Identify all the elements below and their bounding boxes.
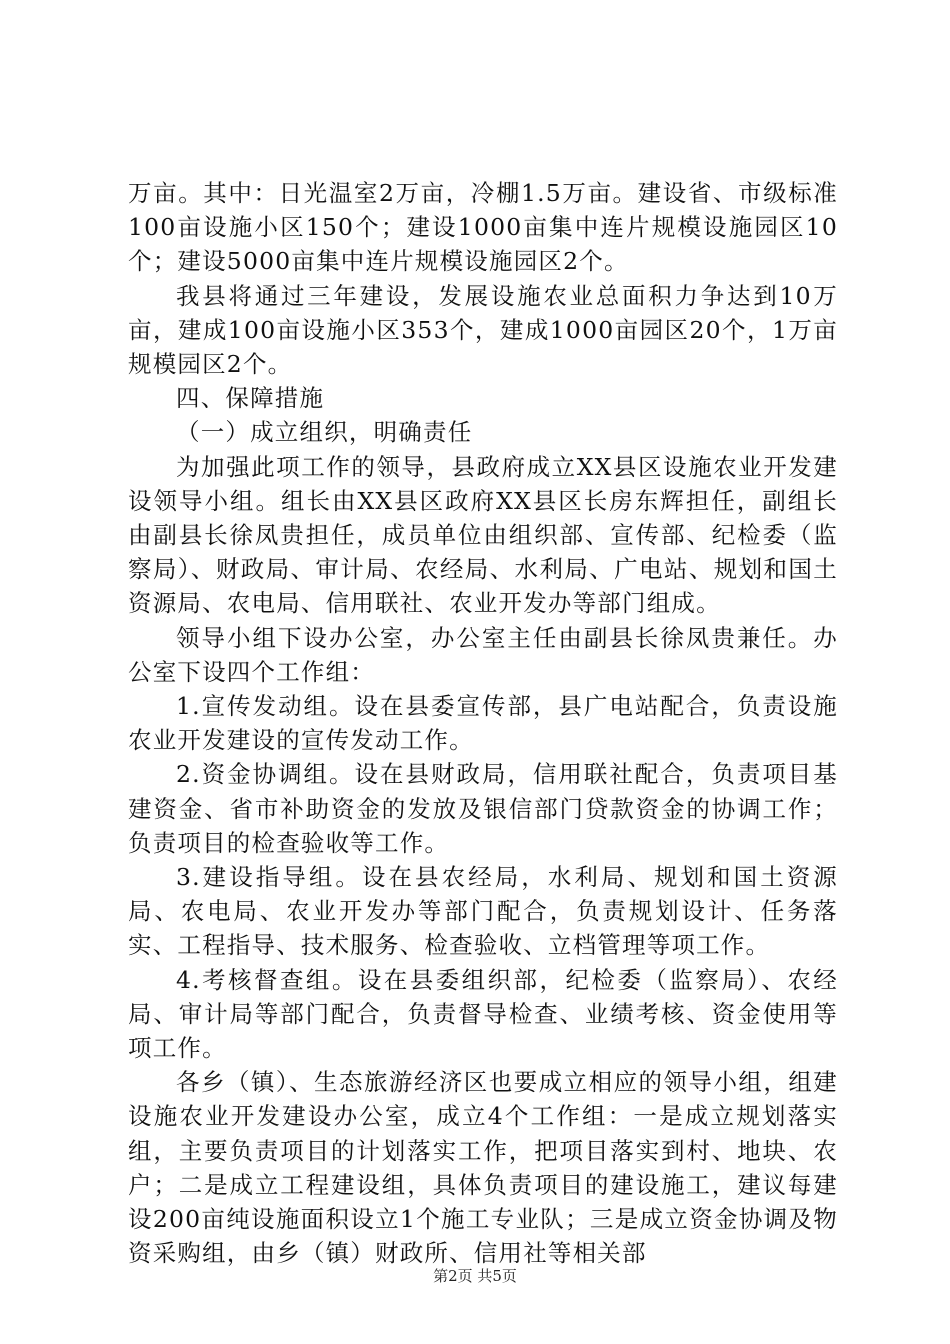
paragraph-continued-targets: 万亩。其中：日光温室2万亩，冷棚1.5万亩。建设省、市级标准100亩设施小区150个；建设1000亩集中连片规模设施园区10个；建设5000亩集中连片规模设施园区2个。 (128, 179, 838, 276)
list-item-inspection-group: 4.考核督查组。设在县委组织部，纪检委（监察局）、农经局、审计局等部门配合，负责督导检查、业绩考核、资金使用等项工作。 (128, 965, 838, 1063)
list-item-publicity-group: 1.宣传发动组。设在县委宣传部，县广电站配合，负责设施农业开发建设的宣传发动工作。 (128, 692, 838, 755)
list-item-funding-group: 2.资金协调组。设在县财政局，信用联社配合，负责项目基建资金、省市补助资金的发放及银信部门贷款资金的协调工作；负责项目的检查验收等工作。 (128, 760, 838, 857)
paragraph-office: 领导小组下设办公室，办公室主任由副县长徐凤贵兼任。办公室下设四个工作组： (128, 623, 838, 686)
list-item-construction-group: 3.建设指导组。设在县农经局，水利局、规划和国土资源局、农电局、农业开发办等部门配合，负责规划设计、任务落实、工程指导、技术服务、检查验收、立档管理等项工作。 (128, 863, 838, 960)
document-body (128, 176, 838, 1271)
paragraph-leading-group: 为加强此项工作的领导，县政府成立XX县区设施农业开发建设领导小组。组长由XX县区政府XX县区长房东辉担任，副组长由副县长徐凤贵担任，成员单位由组织部、宣传部、纪检委（监察局）、财政局、审计局、农经局、水利局、广电站、规划和国土资源局、农电局、信用联社、农业开发办等部门组成。 (128, 452, 838, 618)
page-number-footer: 第2页 共5页 (433, 1267, 517, 1285)
paragraph-township-groups: 各乡（镇）、生态旅游经济区也要成立相应的领导小组，组建设施农业开发建设办公室，成立4个工作组：一是成立规划落实组，主要负责项目的计划落实工作，把项目落实到村、地块、农户；二是成立工程建设组，具体负责项目的建设施工，建议每建设200亩纯设施面积设立1个施工专业队；三是成立资金协调及物资采购组，由乡（镇）财政所、信用社等相关部 (128, 1068, 838, 1268)
paragraph-three-year-goal: 我县将通过三年建设，发展设施农业总面积力争达到10万亩，建成100亩设施小区353个，建成1000亩园区20个，1万亩规模园区2个。 (128, 281, 838, 379)
subsection-heading-organization: （一）成立组织，明确责任 (176, 418, 473, 447)
section-heading-safeguards: 四、保障措施 (176, 384, 325, 413)
